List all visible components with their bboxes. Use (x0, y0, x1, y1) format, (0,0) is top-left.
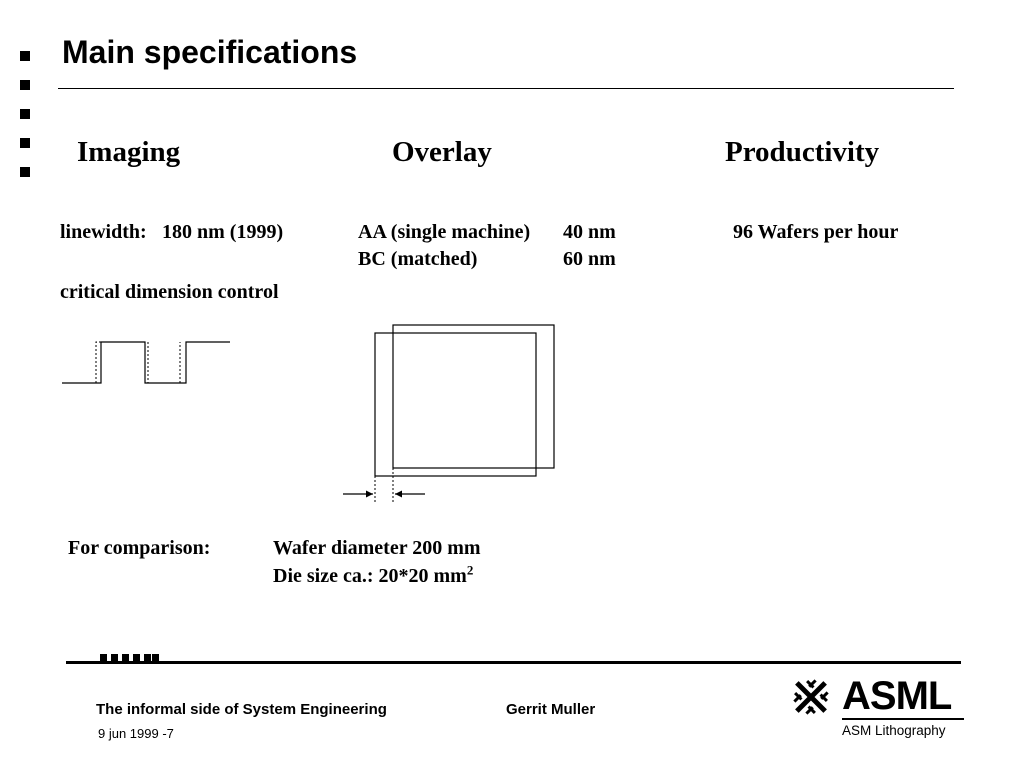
footer-divider (66, 661, 961, 664)
overlay-bc-label: BC (matched) (358, 248, 478, 270)
imaging-heading: Imaging (77, 136, 181, 168)
side-bullet (20, 109, 30, 119)
linewidth-value: 180 nm (1999) (162, 221, 284, 243)
overlay-aa-label: AA (single machine) (358, 221, 531, 243)
asml-logo-underline (842, 718, 964, 720)
footer-dash-mark (152, 654, 159, 661)
asml-logo-subtitle: ASM Lithography (842, 723, 946, 738)
throughput-value: 96 Wafers per hour (733, 221, 899, 243)
side-bullet (20, 167, 30, 177)
page-title: Main specifications (62, 34, 358, 70)
side-bullet (20, 138, 30, 148)
cd-waveform-tolerance-left (96, 342, 101, 383)
overlay-arrow-right-head (395, 491, 402, 498)
cd-waveform-diagram (58, 336, 234, 390)
footer-dash-mark (144, 654, 151, 661)
asml-logo-wordmark: ASML (842, 674, 952, 718)
cd-control-label: critical dimension control (60, 281, 279, 303)
footer-author: Gerrit Muller (506, 701, 596, 718)
overlay-bc-value: 60 nm (563, 248, 616, 270)
overlay-square-back (393, 325, 554, 468)
overlay-aa-value: 40 nm (563, 221, 616, 243)
footer-series-title: The informal side of System Engineering (96, 701, 387, 718)
die-size-text: Die size ca.: 20*20 mm (273, 565, 467, 587)
overlay-square-front (375, 333, 536, 476)
die-size-exponent: 2 (466, 562, 474, 578)
side-bullet (20, 51, 30, 61)
cd-waveform-actual (62, 342, 230, 383)
footer-dash-mark (111, 654, 118, 661)
side-bullet (20, 80, 30, 90)
footer-dash-mark (100, 654, 107, 661)
overlay-squares-diagram (336, 320, 564, 510)
die-size (273, 562, 474, 588)
linewidth-label: linewidth: (60, 221, 147, 243)
overlay-arrow-left-head (366, 491, 373, 498)
title-divider (58, 88, 954, 89)
footer-dash-mark (133, 654, 140, 661)
overlay-heading: Overlay (392, 136, 492, 168)
wafer-diameter: Wafer diameter 200 mm (273, 537, 481, 559)
asml-logo-mark-icon (788, 674, 834, 720)
footer-date-page: 9 jun 1999 -7 (98, 726, 174, 741)
productivity-heading: Productivity (725, 136, 880, 168)
comparison-label: For comparison: (68, 537, 211, 559)
footer-dash-mark (122, 654, 129, 661)
